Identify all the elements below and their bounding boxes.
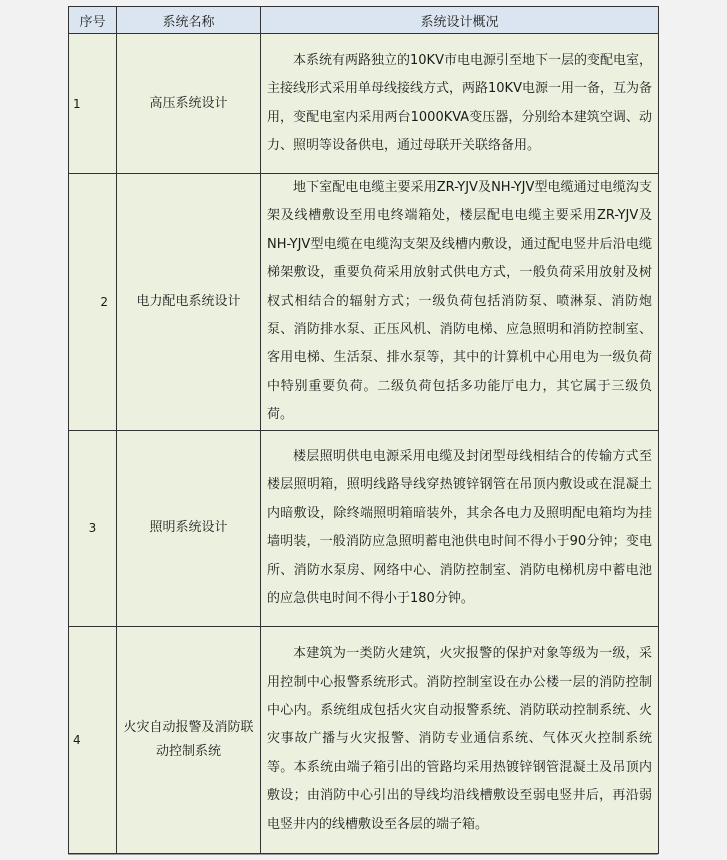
- row-system-name: 电力配电系统设计: [117, 174, 261, 431]
- document-page: [68, 6, 658, 854]
- row-index: 1: [69, 34, 117, 174]
- row-index: 3: [69, 430, 117, 626]
- header-index: 序号: [69, 7, 117, 34]
- row-index: 4: [69, 626, 117, 853]
- row-description: 本系统有两路独立的10KV市电电源引至地下一层的变配电室，主接线形式采用单母线接线方式，两路10KV电源一用一备，互为备用，变配电室内采用两台1000KVA变压器，分别给本建筑空调、动力、照明等设备供电，通过母联开关联络备用。: [261, 34, 659, 174]
- row-description: 本建筑为一类防火建筑，火灾报警的保护对象等级为一级，采用控制中心报警系统形式。消防控制室设在办公楼一层的消防控制中心内。系统组成包括火灾自动报警系统、消防联动控制系统、火灾事故广播与火灾报警、消防专业通信系统、气体灭火控制系统等。本系统由端子箱引出的管路均采用热镀锌钢管混凝土及吊顶内敷设；由消防中心引出的导线均沿线槽敷设至弱电竖井后，再沿弱电竖井内的线槽敷设至各层的端子箱。: [261, 626, 659, 853]
- header-name: 系统名称: [117, 7, 261, 34]
- row-system-name: 照明系统设计: [117, 430, 261, 626]
- table-row: [69, 626, 659, 853]
- header-row: [69, 7, 659, 34]
- row-description: 楼层照明供电电源采用电缆及封闭型母线相结合的传输方式至楼层照明箱，照明线路导线穿热镀锌钢管在吊顶内敷设或在混凝土内暗敷设，除终端照明箱暗装外，其余各电力及照明配电箱均为挂墙明装，一般消防应急照明蓄电池供电时间不得小于90分钟；变电所、消防水泵房、网络中心、消防控制室、消防电梯机房中蓄电池的应急供电时间不得小于180分钟。: [261, 430, 659, 626]
- table-row: [69, 34, 659, 174]
- row-system-name: 高压系统设计: [117, 34, 261, 174]
- table-row: [69, 174, 659, 431]
- system-design-table: [68, 6, 659, 854]
- row-index: 2: [69, 174, 117, 431]
- page-bottom-divider: [68, 854, 658, 855]
- row-description: 地下室配电电缆主要采用ZR-YJV及NH-YJV型电缆通过电缆沟支架及线槽敷设至用电终端箱处，楼层配电电缆主要采用ZR-YJV及NH-YJV型电缆在电缆沟支架及线槽内敷设，通过配电竖井后沿电缆 梯架敷设，重要负荷采用放射式供电方式，一般负荷采用放射及树杈式相结合的辐射方式；一级负荷包括消防泵、喷淋泵、消防炮泵、消防排水泵、正压风机、消防电梯、应急照明和消防控制室、客用电梯、生活泵、排水泵等，其中的计算机中心用电为一级负荷中特别重要负荷。二级负荷包括多功能厅电力，其它属于三级负荷。: [261, 174, 659, 431]
- row-system-name: 火灾自动报警及消防联动控制系统: [117, 626, 261, 853]
- header-desc: 系统设计概况: [261, 7, 659, 34]
- table-row: [69, 430, 659, 626]
